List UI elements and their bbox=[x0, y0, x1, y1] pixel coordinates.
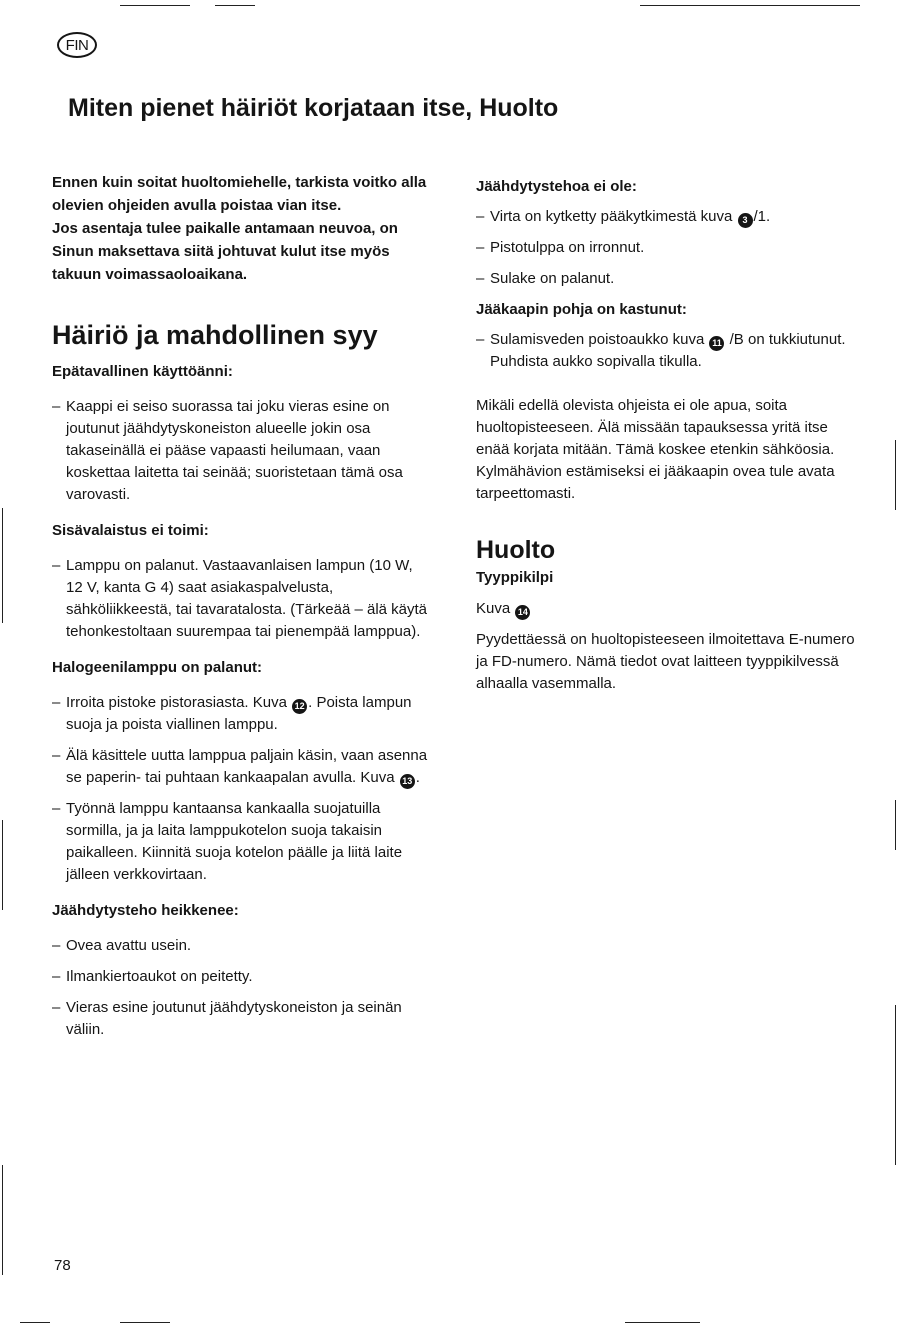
subsection-title: Jääkaapin pohja on kastunut: bbox=[476, 301, 687, 318]
intro-paragraph: Jos asentaja tulee paikalle antamaan neuvoa, on Sinun maksettava siitä johtuvat kulut itse myös takuun voimassaoloaikana. bbox=[52, 220, 398, 283]
item-text: Virta on kytketty pääkytkimestä kuva bbox=[490, 208, 737, 225]
scan-mark bbox=[2, 820, 3, 910]
left-column bbox=[52, 171, 432, 1041]
scan-mark bbox=[20, 1322, 50, 1323]
item-text: Sulamisveden poistoaukko kuva bbox=[490, 331, 709, 348]
scan-mark bbox=[120, 5, 190, 6]
scan-mark bbox=[2, 1165, 3, 1275]
list-item bbox=[476, 206, 856, 228]
figure-ref-icon: 12 bbox=[292, 699, 307, 714]
cause-list bbox=[52, 396, 432, 506]
cause-list bbox=[52, 935, 432, 1041]
list-item bbox=[52, 745, 432, 789]
item-text: /B on tukkiutunut. Puhdista aukko sopivalla tikulla. bbox=[490, 331, 846, 370]
cause-list bbox=[52, 555, 432, 643]
list-item: – Lamppu on palanut. Vastaavanlaisen lampun (10 W, 12 V, kanta G 4) saat asiakaspalvelusta, sähköliikkeestä, tai tavaratalosta. (Tärkeää – älä käytä tehonkestoltaan suurempaa tai pienempää lamppua). bbox=[52, 555, 432, 643]
list-item: – Työnnä lamppu kantaansa kankaalla suojatuilla sormilla, ja ja laita lamppukotelon suoja takaisin paikalleen. Kiinnitä suoja kotelon päälle ja liitä laite jälleen verkkovirtaan. bbox=[52, 798, 432, 886]
section-heading: Häiriö ja mahdollinen syy bbox=[52, 320, 378, 350]
item-text: Älä käsittele uutta lamppua paljain käsin, vaan asenna se paperin- tai puhtaan kankaapalan avulla. Kuva bbox=[66, 747, 428, 786]
scan-mark bbox=[625, 1322, 700, 1323]
scan-mark bbox=[215, 5, 255, 6]
intro-notice bbox=[52, 171, 432, 286]
scan-mark bbox=[120, 1322, 170, 1323]
section-heading: Huolto bbox=[476, 536, 556, 564]
intro-paragraph: Ennen kuin soitat huoltomiehelle, tarkista voitko alla olevien ohjeiden avulla poistaa vian itse. bbox=[52, 174, 427, 214]
item-text: Kuva bbox=[476, 600, 515, 617]
item-text: . Poista lampun suoja ja poista viallinen lamppu. bbox=[66, 694, 412, 733]
scan-mark bbox=[895, 1005, 896, 1165]
list-item: – Ilmankiertoaukot on peitetty. bbox=[52, 966, 432, 988]
list-item: – Vieras esine joutunut jäähdytyskoneiston ja seinän väliin. bbox=[52, 997, 432, 1041]
item-text: Irroita pistoke pistorasiasta. Kuva bbox=[66, 694, 292, 711]
figure-ref-icon: 11 bbox=[709, 336, 724, 351]
scan-mark bbox=[895, 440, 896, 510]
page-number: 78 bbox=[54, 1257, 71, 1274]
subsection-title: Tyyppikilpi bbox=[476, 569, 554, 586]
subsection-title: Sisävalaistus ei toimi: bbox=[52, 522, 209, 539]
figure-ref-icon: 13 bbox=[400, 774, 415, 789]
list-item: – Pistotulppa on irronnut. bbox=[476, 237, 856, 259]
item-text: /1. bbox=[753, 208, 771, 225]
subsection-title: Jäähdytysteho heikkenee: bbox=[52, 902, 239, 919]
figure-reference bbox=[476, 598, 856, 620]
figure-ref-icon: 3 bbox=[738, 213, 753, 228]
list-item bbox=[52, 692, 432, 736]
figure-ref-icon: 14 bbox=[515, 605, 530, 620]
cause-list bbox=[476, 329, 856, 373]
list-item bbox=[476, 329, 856, 373]
scan-mark bbox=[640, 5, 860, 6]
subsection-title: Jäähdytystehoa ei ole: bbox=[476, 178, 637, 195]
advice-paragraph: Kylmähävion estämiseksi ei jääkaapin ovea tule avata tarpeettomasti. bbox=[476, 463, 835, 502]
list-item: – Ovea avattu usein. bbox=[52, 935, 432, 957]
cause-list bbox=[476, 206, 856, 290]
list-item: – Sulake on palanut. bbox=[476, 268, 856, 290]
subsection-title: Epätavallinen käyttöänni: bbox=[52, 363, 233, 380]
cause-list bbox=[52, 692, 432, 886]
scan-mark bbox=[2, 508, 3, 623]
right-column bbox=[476, 176, 856, 695]
scan-mark bbox=[895, 800, 896, 850]
subsection-title: Halogeenilamppu on palanut: bbox=[52, 659, 263, 676]
language-badge: FIN bbox=[57, 32, 97, 58]
page-title: Miten pienet häiriöt korjataan itse, Huolto bbox=[68, 94, 559, 122]
list-item: – Kaappi ei seiso suorassa tai joku vieras esine on joutunut jäähdytyskoneiston alueelle jokin osa takaseinällä ei pääse vapaasti heilumaan, vaan koskettaa laitetta tai seinää; suoristetaan tämä osa varovasti. bbox=[52, 396, 432, 506]
service-paragraph: Pyydettäessä on huoltopisteeseen ilmoitettava E-numero ja FD-numero. Nämä tiedot ovat laitteen tyyppikilvessä alhaalla vasemmalla. bbox=[476, 631, 855, 692]
item-text: . bbox=[415, 769, 420, 786]
advice-paragraph: Mikäli edellä olevista ohjeista ei ole apua, soita huoltopisteeseen. Älä missään tapauksessa yritä itse enää korjata mitään. Tämä koskee etenkin sähköosia. bbox=[476, 397, 835, 458]
